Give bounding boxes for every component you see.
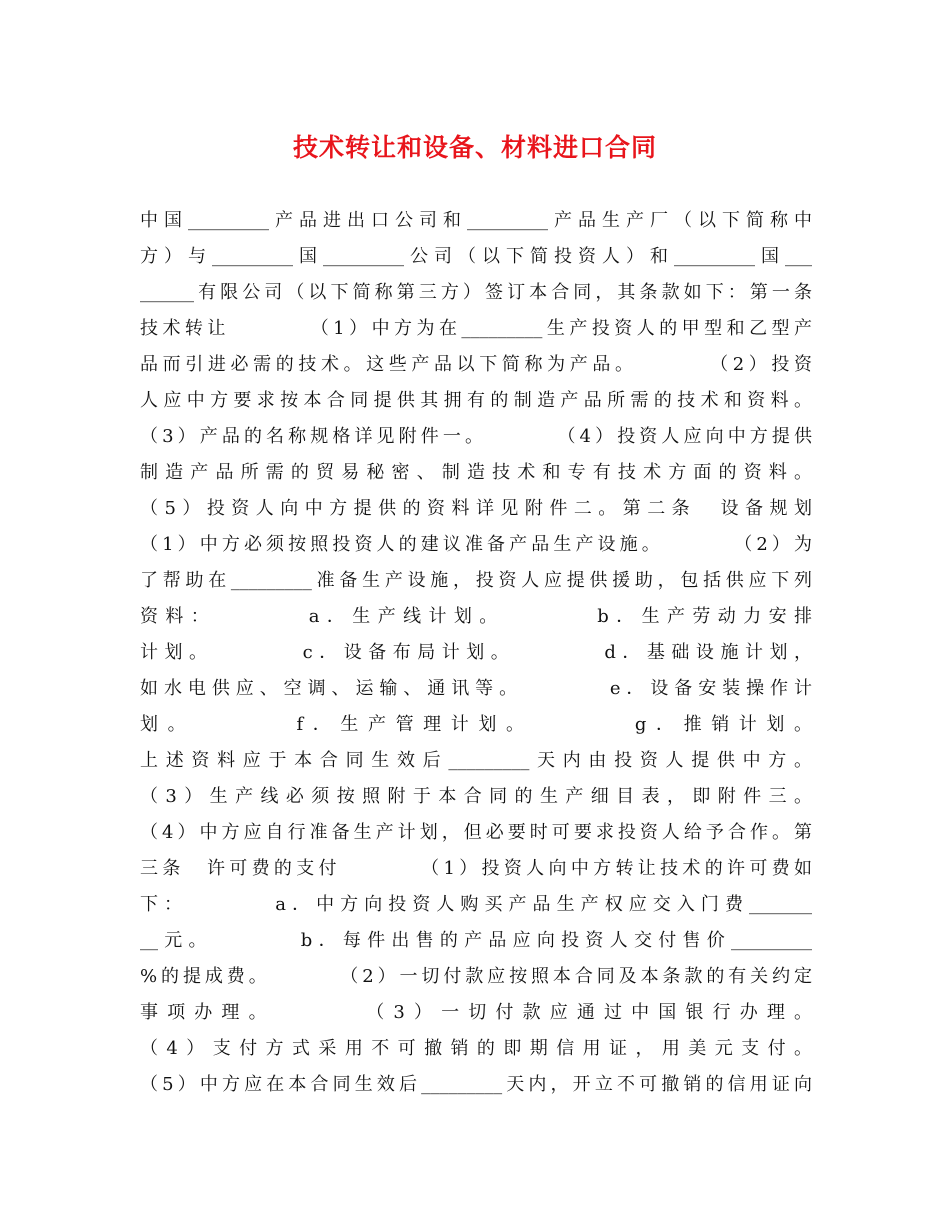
body-line: （3）生产线必须按照附于本合同的生产细目表，即附件三。 [140, 786, 812, 807]
body-line: 三条 许可费的支付 （1）投资人向中方转让技术的许可费如 [140, 858, 812, 879]
body-line: __元。 b．每件出售的产品应向投资人交付售价_________ [140, 930, 812, 951]
body-line: 中国_________产品进出口公司和_________产品生产厂（以下简称中 [140, 210, 812, 231]
body-line: 资料： a．生产线计划。 b．生产劳动力安排 [140, 606, 812, 627]
body-line: %的提成费。 （2）一切付款应按照本合同及本条款的有关约定 [140, 966, 812, 987]
body-line: 了帮助在_________准备生产设施，投资人应提供援助，包括供应下列 [140, 570, 812, 591]
contract-body [140, 203, 812, 1103]
body-line: 技术转让 （1）中方为在_________生产投资人的甲型和乙型产 [140, 318, 812, 339]
body-line: 方）与_________国_________公司（以下简投资人）和_________国___ [140, 246, 812, 267]
body-line: （5）中方应在本合同生效后_________天内，开立不可撤销的信用证向 [140, 1074, 812, 1095]
body-line: 事项办理。 （3）一切付款应通过中国银行办理。 [140, 1002, 812, 1023]
body-line: 制造产品所需的贸易秘密、制造技术和专有技术方面的资料。 [140, 462, 812, 483]
body-line: 品而引进必需的技术。这些产品以下简称为产品。 （2）投资 [140, 354, 812, 375]
body-line: （4）中方应自行准备生产计划，但必要时可要求投资人给予合作。第 [140, 822, 812, 843]
body-line: （5）投资人向中方提供的资料详见附件二。第二条 设备规划 [140, 498, 812, 519]
body-line: （4）支付方式采用不可撤销的即期信用证，用美元支付。 [140, 1038, 812, 1059]
body-line: （1）中方必须按照投资人的建议准备产品生产设施。 （2）为 [140, 534, 812, 555]
body-line: 划。 f．生产管理计划。 g．推销计划。 [140, 714, 812, 735]
document-title: 技术转让和设备、材料进口合同 [292, 133, 657, 162]
body-line: ______有限公司（以下简称第三方）签订本合同，其条款如下：第一条 [140, 282, 812, 303]
body-line: （3）产品的名称规格详见附件一。 （4）投资人应向中方提供 [140, 426, 812, 447]
body-line: 如水电供应、空调、运输、通讯等。 e．设备安装操作计 [140, 678, 812, 699]
body-line: 上述资料应于本合同生效后_________天内由投资人提供中方。 [140, 750, 812, 771]
body-line: 人应中方要求按本合同提供其拥有的制造产品所需的技术和资料。 [140, 390, 812, 411]
body-line: 下： a．中方向投资人购买产品生产权应交入门费_______ [140, 894, 812, 915]
body-line: 计划。 c．设备布局计划。 d．基础设施计划， [140, 642, 812, 663]
